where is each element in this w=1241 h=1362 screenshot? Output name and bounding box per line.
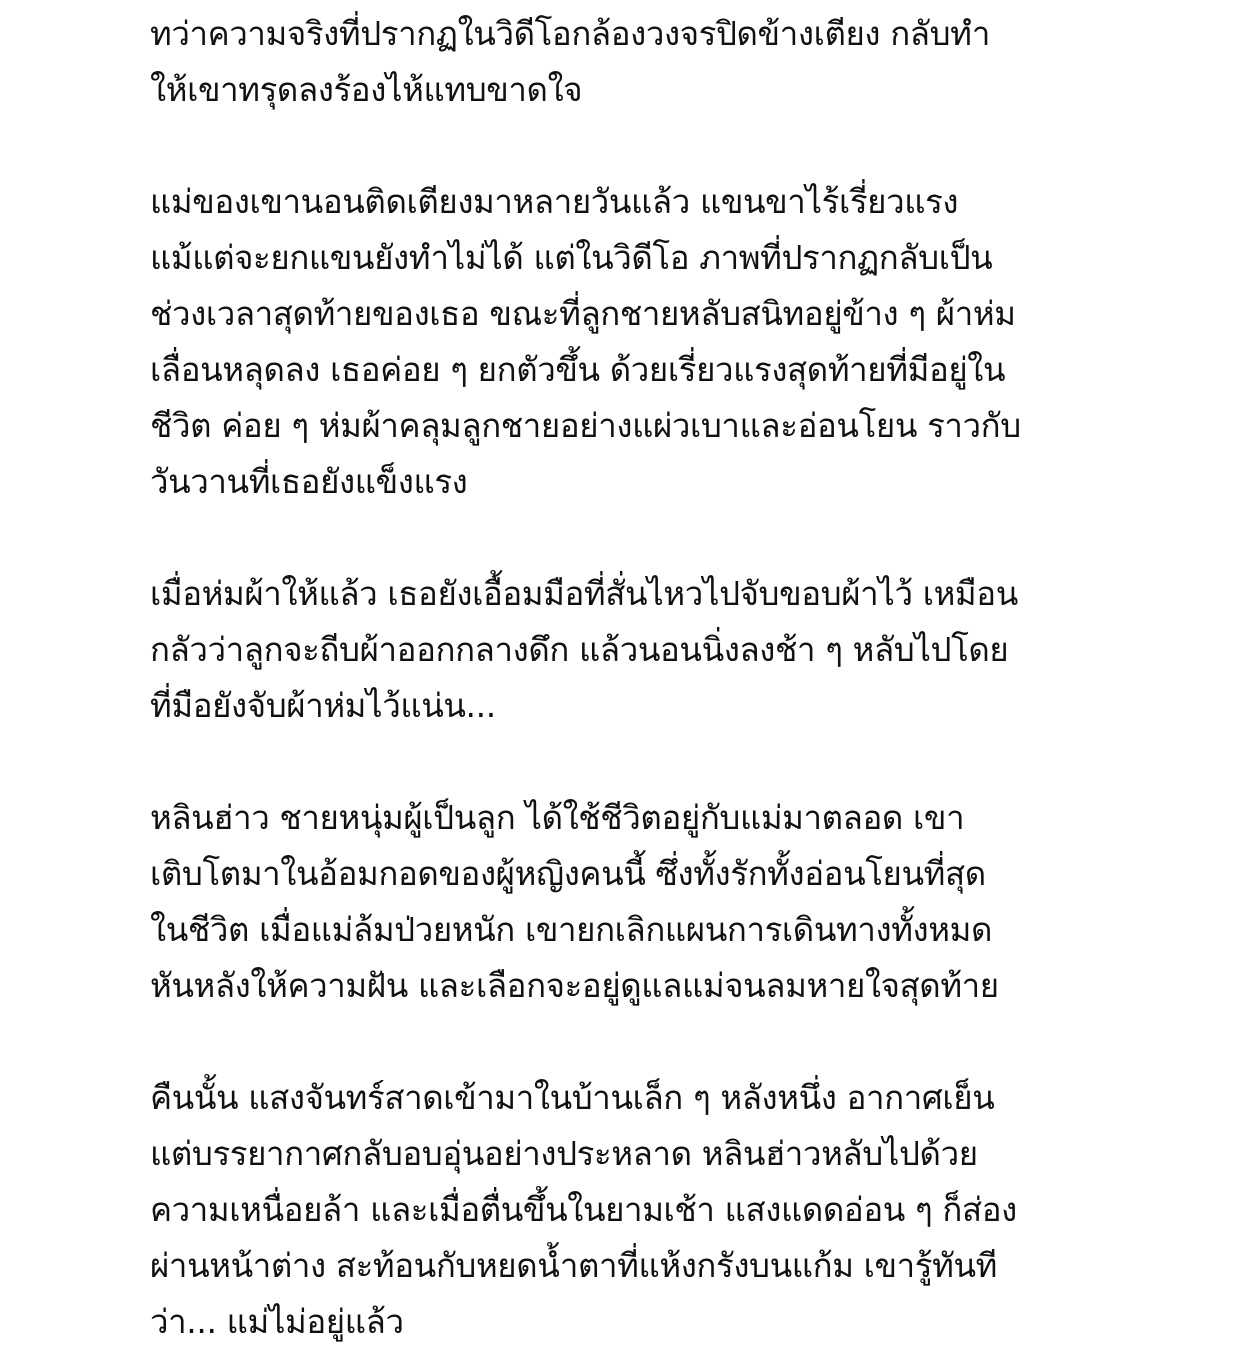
text-line: ทว่าความจริงที่ปรากฏในวิดีโอกล้องวงจรปิดข้างเตียง กลับทำ: [150, 14, 991, 53]
text-line: เติบโตมาในอ้อมกอดของผู้หญิงคนนี้ ซึ่งทั้งรักทั้งอ่อนโยนที่สุด: [150, 854, 986, 893]
text-line: แม่ของเขานอนติดเตียงมาหลายวันแล้ว แขนขาไร้เรี่ยวแรง: [150, 182, 959, 221]
text-line: แม้แต่จะยกแขนยังทำไม่ได้ แต่ในวิดีโอ ภาพที่ปรากฏกลับเป็น: [150, 238, 993, 277]
text-line: ความเหนื่อยล้า และเมื่อตื่นขึ้นในยามเช้า แสงแดดอ่อน ๆ ก็ส่อง: [150, 1190, 1017, 1229]
text-line: เมื่อห่มผ้าให้แล้ว เธอยังเอื้อมมือที่สั่นไหวไปจับขอบผ้าไว้ เหมือน: [150, 574, 1018, 613]
text-line: ให้เขาทรุดลงร้องไห้แทบขาดใจ: [150, 70, 583, 109]
text-line: คืนนั้น แสงจันทร์สาดเข้ามาในบ้านเล็ก ๆ หลังหนึ่ง อากาศเย็น: [150, 1078, 995, 1117]
text-line: ผ่านหน้าต่าง สะท้อนกับหยดน้ำตาที่แห้งกรังบนแก้ม เขารู้ทันที: [150, 1246, 997, 1285]
paragraph-1: [150, 6, 1095, 118]
paragraph-5: [150, 1070, 1095, 1350]
paragraph-3: [150, 566, 1095, 734]
text-line: หลินฮ่าว ชายหนุ่มผู้เป็นลูก ได้ใช้ชีวิตอยู่กับแม่มาตลอด เขา: [150, 798, 965, 837]
paragraph-4: [150, 790, 1095, 1014]
text-line: ว่า... แม่ไม่อยู่แล้ว: [150, 1302, 404, 1341]
text-line: เลื่อนหลุดลง เธอค่อย ๆ ยกตัวขึ้น ด้วยเรี่ยวแรงสุดท้ายที่มีอยู่ใน: [150, 350, 1006, 389]
article-body: [150, 6, 1095, 1350]
paragraph-2: [150, 174, 1095, 510]
text-line: กลัวว่าลูกจะถีบผ้าออกกลางดึก แล้วนอนนิ่งลงช้า ๆ หลับไปโดย: [150, 630, 1009, 669]
text-line: แต่บรรยากาศกลับอบอุ่นอย่างประหลาด หลินฮ่าวหลับไปด้วย: [150, 1134, 978, 1173]
text-line: ชีวิต ค่อย ๆ ห่มผ้าคลุมลูกชายอย่างแผ่วเบาและอ่อนโยน ราวกับ: [150, 406, 1021, 445]
text-line: วันวานที่เธอยังแข็งแรง: [150, 462, 468, 501]
text-line: ช่วงเวลาสุดท้ายของเธอ ขณะที่ลูกชายหลับสนิทอยู่ข้าง ๆ ผ้าห่ม: [150, 294, 1016, 333]
text-line: ที่มือยังจับผ้าห่มไว้แน่น...: [150, 686, 496, 725]
text-line: หันหลังให้ความฝัน และเลือกจะอยู่ดูแลแม่จนลมหายใจสุดท้าย: [150, 966, 999, 1005]
text-line: ในชีวิต เมื่อแม่ล้มป่วยหนัก เขายกเลิกแผนการเดินทางทั้งหมด: [150, 910, 992, 949]
